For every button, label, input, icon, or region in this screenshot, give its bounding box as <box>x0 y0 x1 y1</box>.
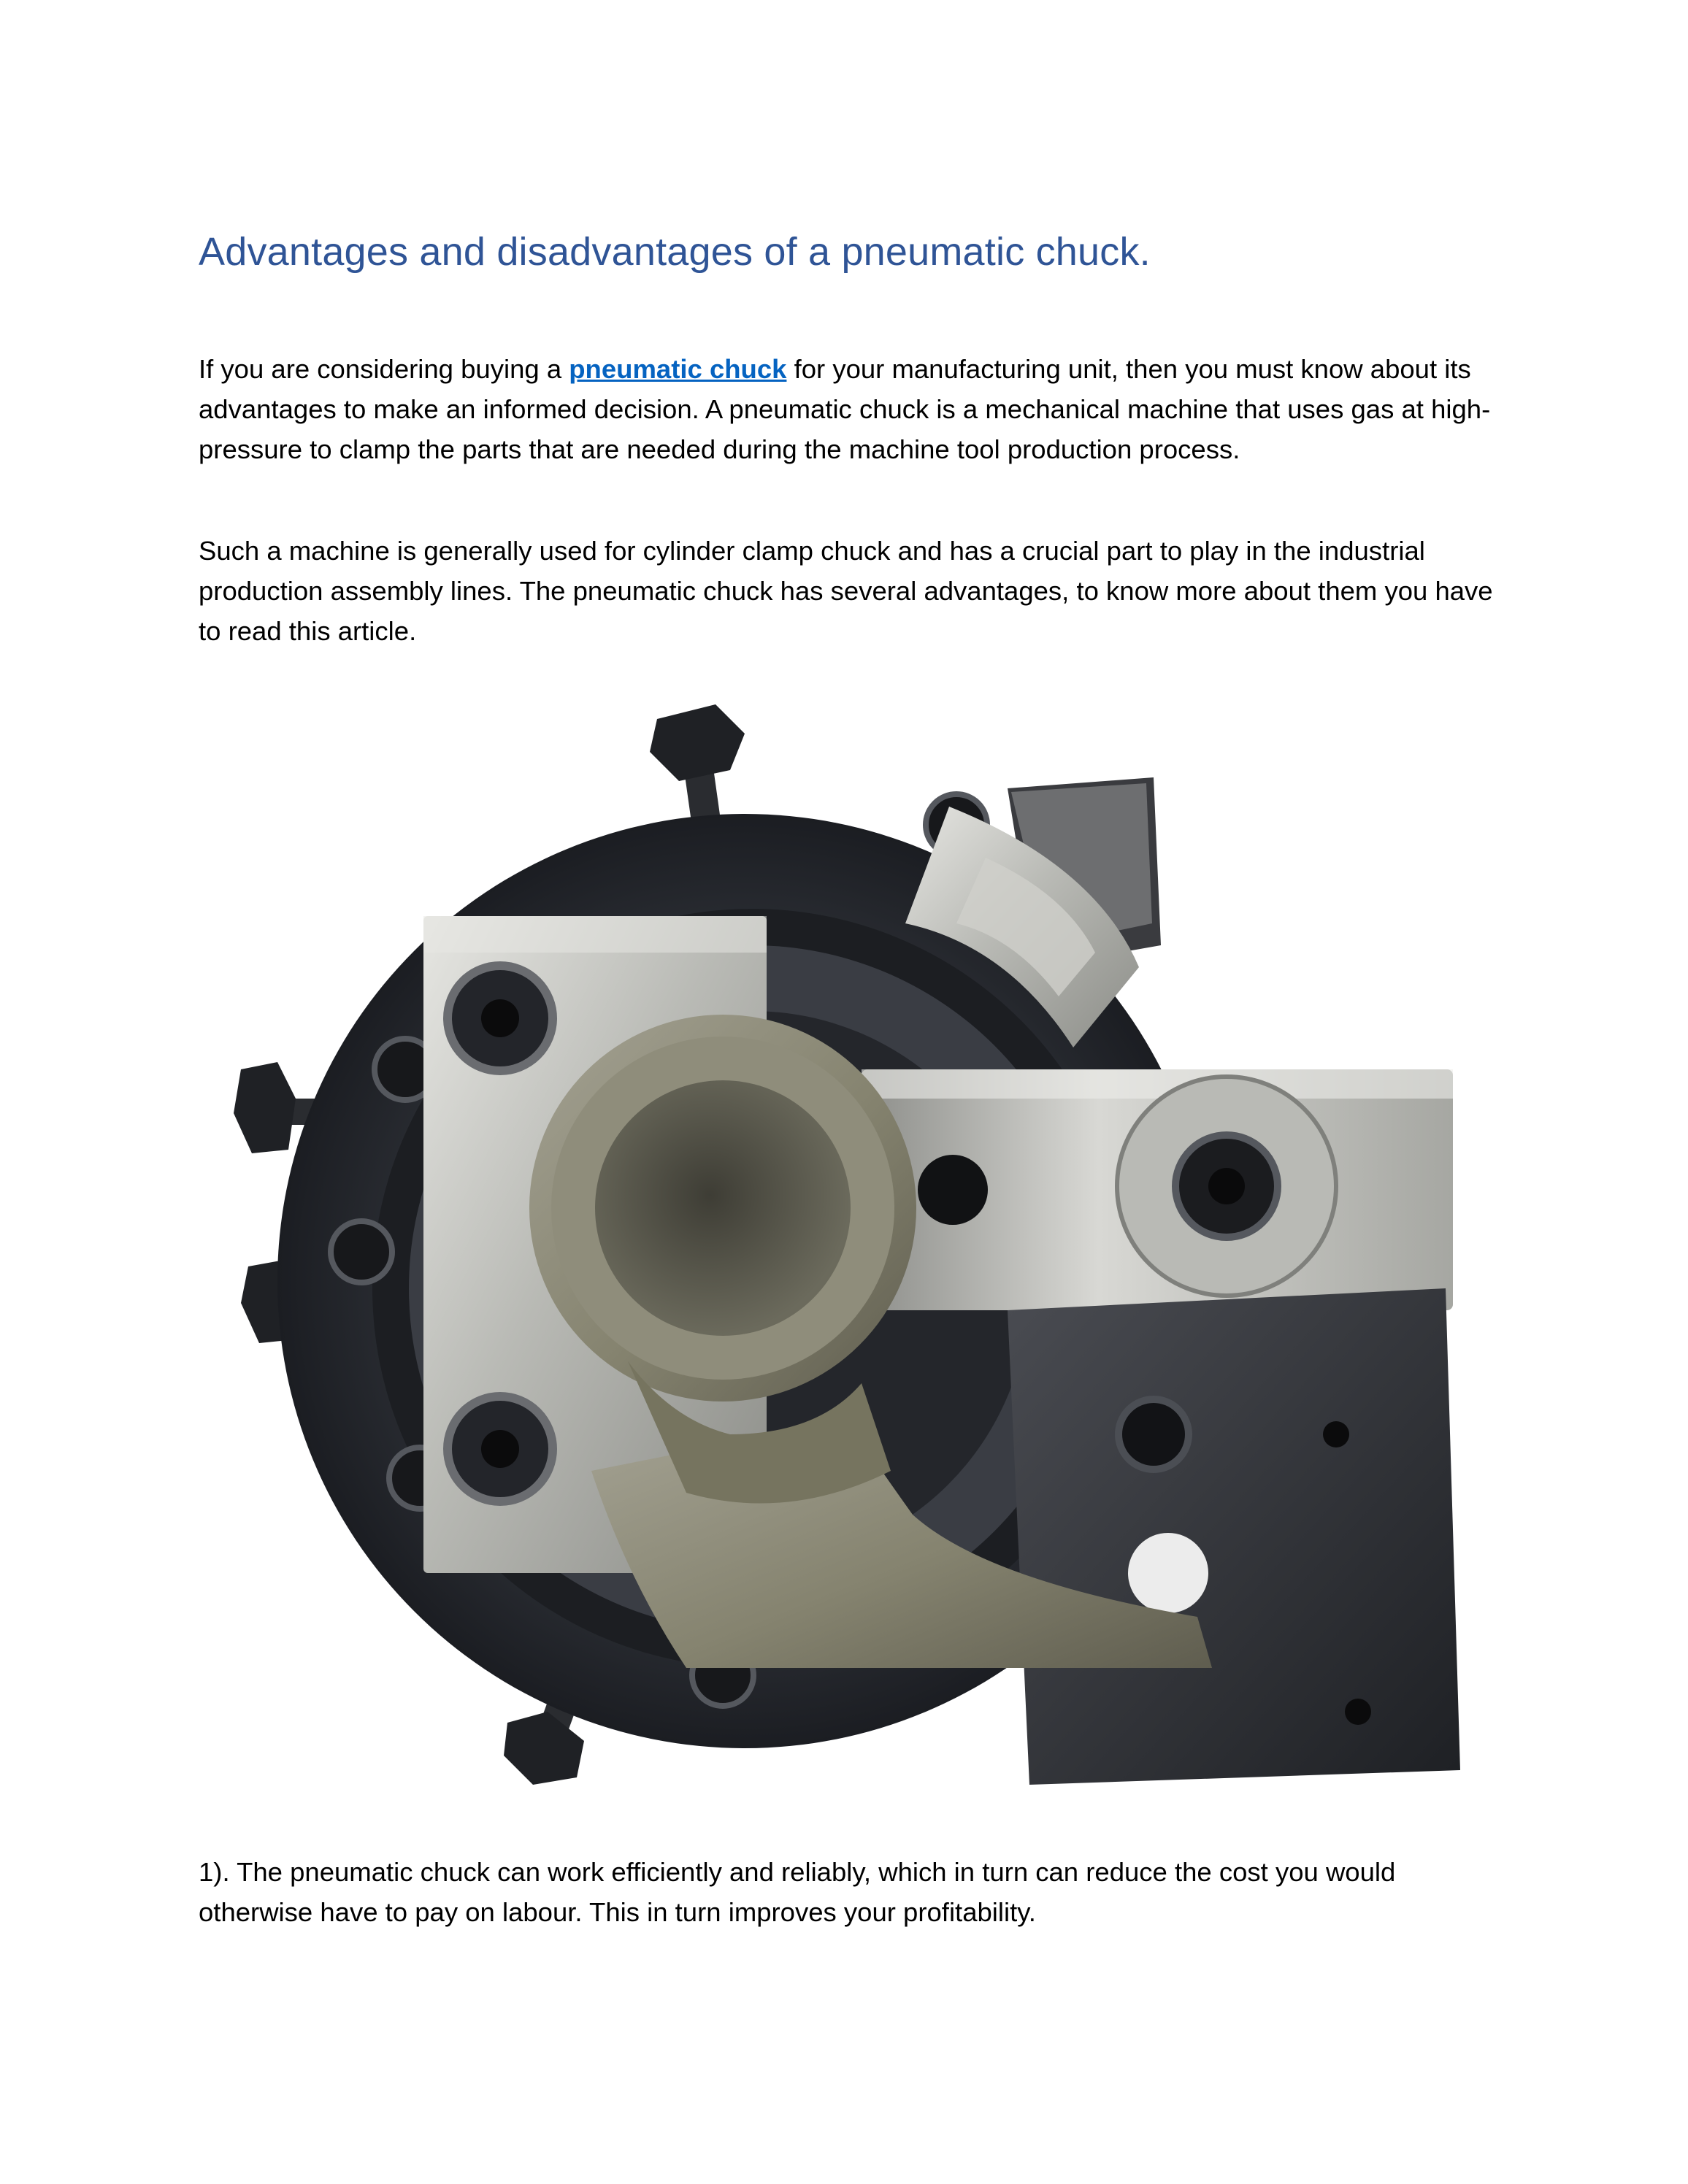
bolt-top <box>650 704 745 826</box>
intro-text-before-link: If you are considering buying a <box>199 354 569 384</box>
page-title: Advantages and disadvantages of a pneumatic chuck. <box>199 230 1151 274</box>
intro-paragraph <box>199 349 1498 469</box>
advantage-1-paragraph: 1). The pneumatic chuck can work efficiently and reliably, which in turn can reduce the cost you would otherwise have to pay on labour. This in turn improves your profitability. <box>199 1857 1396 1927</box>
pneumatic-chuck-link[interactable]: pneumatic chuck <box>569 354 787 384</box>
usage-paragraph: Such a machine is generally used for cylinder clamp chuck and has a crucial part to play in the industrial production assembly lines. The pneumatic chuck has several advantages, to know more about them you have to read this article. <box>199 536 1493 646</box>
intro-text-after-link: for your manufacturing unit, then you must know about its advantages to make an informed decision. A pneumatic chuck is a mechanical machine that uses gas at high-pressure to clamp the parts that are needed during the machine tool production process. <box>199 354 1491 464</box>
pneumatic-chuck-photo <box>219 704 1475 1799</box>
